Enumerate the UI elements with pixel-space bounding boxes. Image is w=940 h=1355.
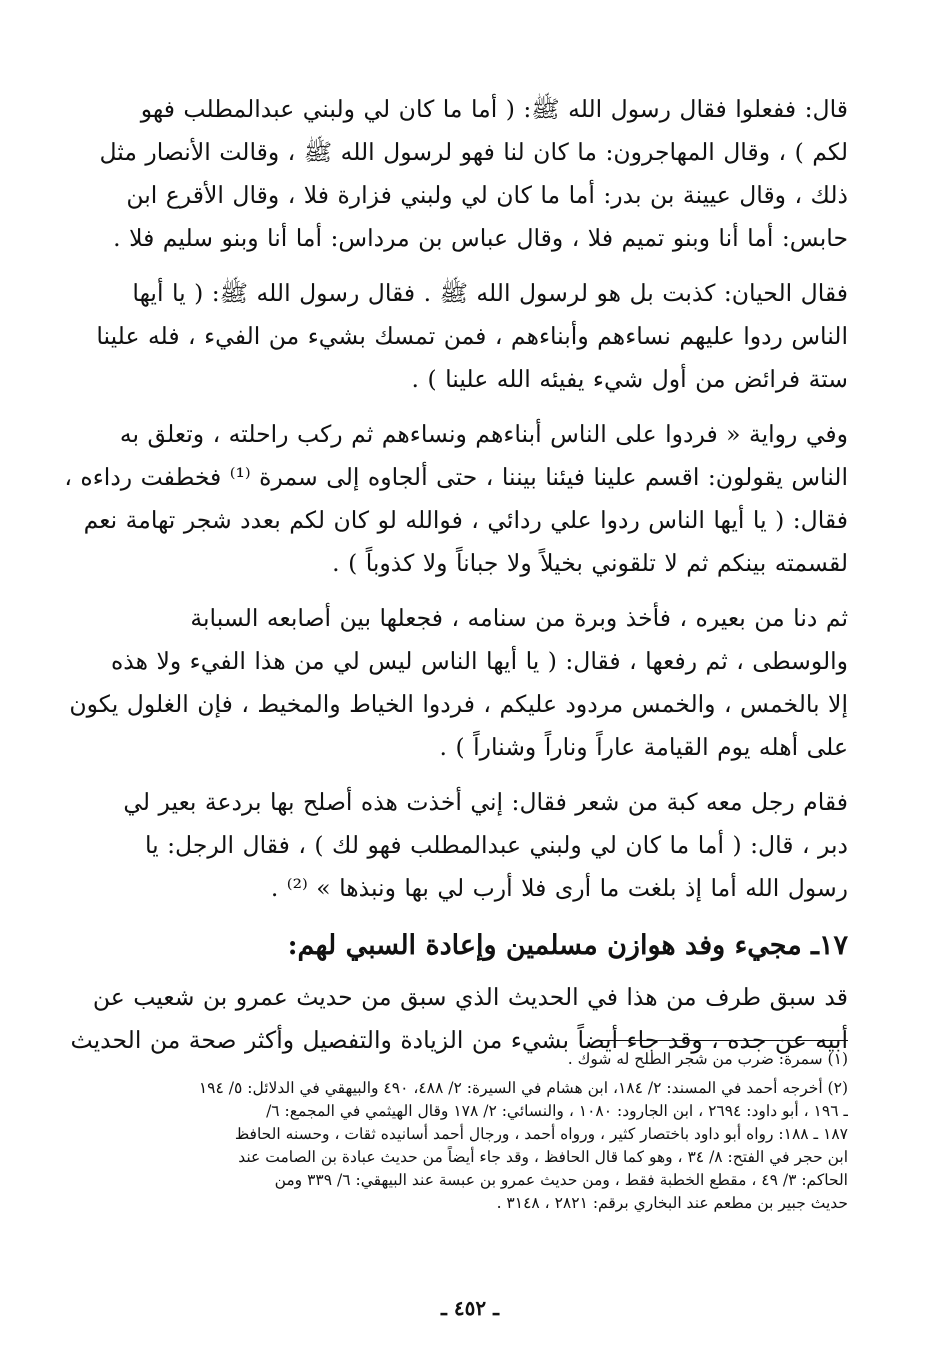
footnote-line: ابن حجر في الفتح: ٨/ ٣٤ ، وهو كما قال الحافظ ، وقد جاء أيضاً من حديث عبادة بن الصامت عند (238, 1148, 848, 1166)
text-line: رسول الله أما إذ بلغت ما أرى فلا أرب لي بها ونبذها » ⁽²⁾ . (270, 874, 848, 902)
text-line: الناس يقولون: اقسم علينا فيئنا بيننا ، حتى ألجاوه إلى سمرة ⁽¹⁾ فخطفت رداءه ، (64, 463, 848, 491)
text-line: فقام رجل معه كبة من شعر فقال: إني أخذت هذه أصلح بها بردعة بعير لي (123, 788, 848, 816)
text-line: ستة فرائض من أول شيء يفيئه الله علينا ) . (411, 365, 848, 393)
text-line: دبر ، قال: ( أما ما كان لي ولبني عبدالمطلب فهو لك ) ، فقال الرجل: يا (144, 831, 848, 859)
footnote (48, 1048, 848, 1071)
text-line: وفي رواية « فردوا على الناس أبناءهم ونساءهم ثم ركب راحلته ، وتعلق به (119, 420, 848, 448)
footnote-line: (١) سمرة: ضرب من شجر الطلح له شوك . (567, 1050, 848, 1068)
text-line: على أهله يوم القيامة عاراً وناراً وشناراً ) . (439, 733, 848, 761)
paragraph (48, 272, 848, 401)
text-line: لكم ) ، وقال المهاجرون: ما كان لنا فهو لرسول الله ﷺ ، وقالت الأنصار مثل (99, 138, 848, 166)
footnote (48, 1077, 848, 1215)
footnote-line: (٢) أخرجه أحمد في المسند: ٢/ ١٨٤، ابن هشام في السيرة: ٢/ ٤٨٨، ٤٩٠ والبيهقي في الدلائل: ٥/ ١٩٤ (198, 1079, 848, 1097)
footnote-line: حديث جبير بن مطعم عند البخاري برقم: ٢٨٢١ ، ٣١٤٨ . (496, 1194, 848, 1212)
paragraph (48, 88, 848, 260)
text-line: فقال: ( يا أيها الناس ردوا علي ردائي ، فوالله لو كان لكم بعدد شجر تهامة نعم (83, 506, 848, 534)
text-line: لقسمته بينكم ثم لا تلقوني بخيلاً ولا جباناً ولا كذوباً ) . (332, 549, 848, 577)
text-line: والوسطى ، ثم رفعها ، فقال: ( يا أيها الناس ليس لي من هذا الفيء ولا هذه (110, 647, 848, 675)
text-line: ثم دنا من بعيره ، فأخذ وبرة من سنامه ، فجعلها بين أصابعه السبابة (190, 604, 848, 632)
text-line: ذلك ، وقال عيينة بن بدر: أما ما كان لي ولبني فزارة فلا ، وقال الأقرع ابن (126, 181, 848, 209)
text-line: قال: ففعلوا فقال رسول الله ﷺ: ( أما ما كان لي ولبني عبدالمطلب فهو (140, 95, 848, 123)
footnote-divider (598, 1040, 848, 1041)
paragraph (48, 413, 848, 585)
text-line: قد سبق طرف من هذا في الحديث الذي سبق من حديث عمرو بن شعيب عن (92, 983, 848, 1011)
text-line: أبيه عن جده ، وقد جاء أيضاً بشيء من الزيادة والتفصيل وأكثر صحة من الحديث (70, 1026, 848, 1054)
footnote-line: ـ ١٩٦ ، أبو داود: ٢٦٩٤ ، ابن الجارود: ١٠٨٠ ، والنسائي: ٢/ ١٧٨ وقال الهيثمي في المجمع: ٦/ (266, 1102, 848, 1120)
footnotes (48, 1048, 848, 1221)
text-line: إلا بالخمس ، والخمس مردود عليكم ، فردوا الخياط والمخيط ، فإن الغلول يكون (69, 690, 848, 718)
page-number: ـ ٤٥٢ ـ (441, 1296, 499, 1320)
footnote-line: ١٨٧ ـ ١٨٨: رواه أبو داود باختصار كثير ، ورواه أحمد ، ورجال أحمد أسانيده ثقات ، وحسنه الحافظ (234, 1125, 848, 1143)
text-line: حابس: أما أنا وبنو تميم فلا ، وقال عباس بن مرداس: أما أنا وبنو سليم فلا . (113, 224, 848, 252)
main-text (48, 88, 848, 1074)
text-line: فقال الحيان: كذبت بل هو لرسول الله ﷺ . فقال رسول الله ﷺ: ( يا أيها (132, 279, 848, 307)
footnote-line: الحاكم: ٣/ ٤٩ ، مقطع الخطبة فقط ، ومن حديث عمرو بن عبسة عند البيهقي: ٦/ ٣٣٩ ومن (274, 1171, 848, 1189)
text-line: الناس ردوا عليهم نساءهم وأبناءهم ، فمن تمسك بشيء من الفيء ، فله علينا (96, 322, 848, 350)
paragraph (48, 597, 848, 769)
section-heading: ١٧ـ مجيء وفد هوازن مسلمين وإعادة السبي لهم: (287, 930, 848, 961)
paragraph (48, 781, 848, 910)
